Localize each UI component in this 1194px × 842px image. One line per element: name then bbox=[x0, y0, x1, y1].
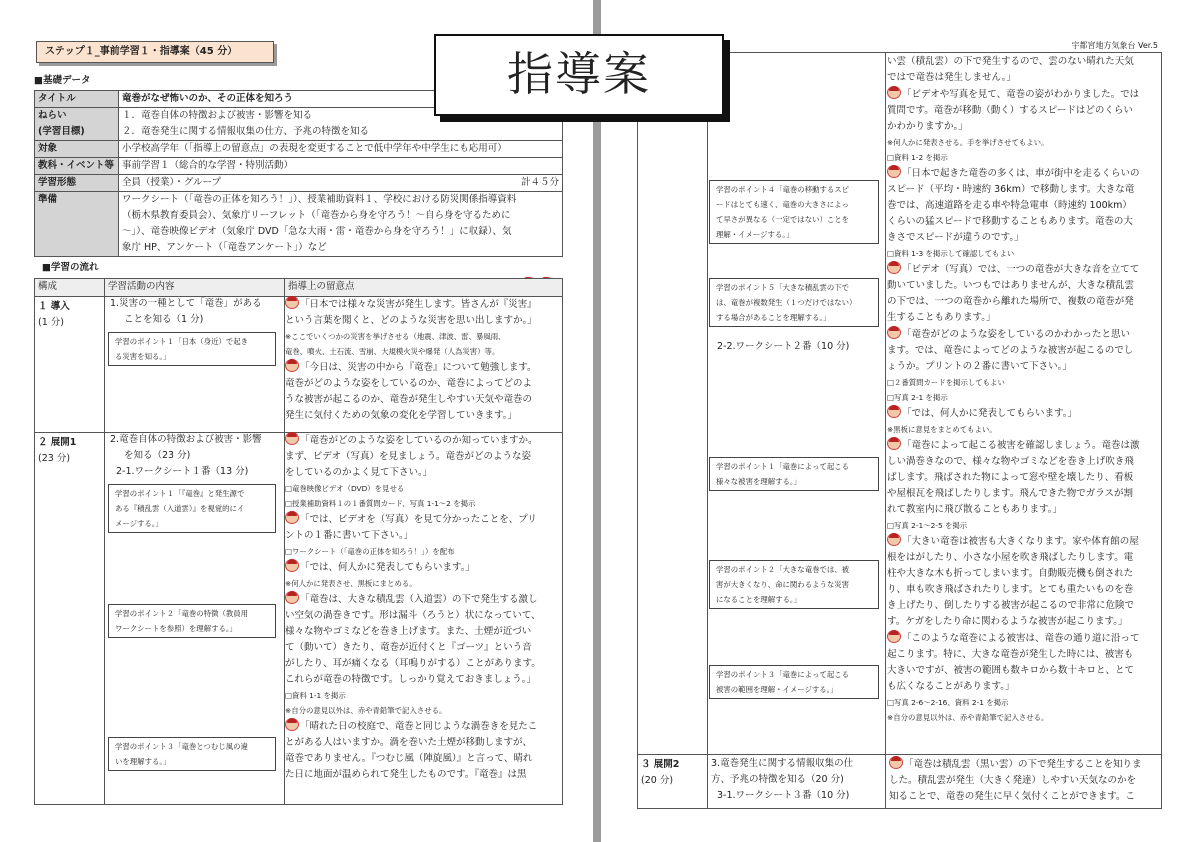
col-header: 学習活動の内容 bbox=[105, 279, 285, 297]
dev1-point2-box: 学習のポイント２「竜巻の特徴（教員用 ワークシートを参照）を理解する。」 bbox=[108, 604, 276, 638]
dev1-point3-box: 学習のポイント３「竜巻とつむじ風の違 いを理解する。」 bbox=[108, 737, 276, 771]
right-notes-text: い雲（積乱雲）の下で発生するので、雲のない晴れた天気 ではで竜巻は発生しません。」 「ビデオや写真を見て、竜巻の姿がわかりました。では 質問です。竜巻が移動（動く）するスピードはどのくらい かわかりますか。」 ※何人かに発表させる。手を挙げさせてもよい。 □資料 1-2 を掲示 「日本で起きた竜巻の多くは、車が街中を走るくらいの スピード（平均・時速約 36km）で移動します。大きな竜 巻では、高速道路を走る車や特急電車（時速約 100km） くらいの猛スピードで移動することもあります。竜巻の大 きさでスピードが違うのです。」 □資料 1-3 を掲示して確認してもよい 「ビデオ（写真）では、一つの竜巻が大きな音を立てて 動いていました。いつもではありませんが、大きな積乱雲 の下では、一つの竜巻から離れた場所で、複数の竜巻が発 生することもあります。」 「竜巻がどのような姿をしているのかわかったと思い ます。では、竜巻によってどのような被害が起こるのでし ょうか。プリントの２番に書いて下さい。」 □２番質問カードを掲示してもよい □写真 2-1 を掲示 「では、何人かに発表してもらいます。」 ※黒板に意見をまとめてもよい。 「竜巻によって起こる被害を確認しましょう。竜巻は激 しい渦巻きなので、様々な物やゴミなどを巻き上げ吹き飛 ばします。飛ばされた物によって窓や壁を壊したり、看板 や屋根瓦を飛ばしたりします。飛んできた物でガラスが割 れて教室内に飛び散ることもあります。」 □写真 2-1～2-5 を掲示 「大きい竜巻は被害も大きくなります。家や体育館の屋 根をはがしたり、小さな小屋を吹き飛ばしたりします。電 柱や大きな木も折ってしまいます。自動販売機も倒された り、車も吹き飛ばされたりします。とても重たいものを巻 き上げたり、倒したりする被害が起こるので非常に危険で す。ケガをしたり命に関わるような被害が起こります。」 「このような竜巻による被害は、竜巻の通り道に沿って 起こります。特に、大きな竜巻が発生した時には、被害も 大きいですが、被害の範囲も数キロから数十キロと、とて も広くなることがあります。」 □写真 2-6～2-16、資料 2-1 を掲示 ※自分の意見以外は、赤や青鉛筆で記入させる。 bbox=[887, 56, 1140, 722]
kiso-heading: ■基礎データ bbox=[34, 75, 91, 86]
dev1-activity-cont bbox=[708, 53, 886, 755]
right-page bbox=[601, 0, 1194, 842]
kiso-label: 対象 bbox=[35, 141, 119, 158]
teacher-face-icon bbox=[285, 591, 299, 604]
intro-point-box: 学習のポイント１「日本（身近）で起き る災害を知る。」 bbox=[108, 332, 276, 366]
kiso-row-prep bbox=[35, 192, 563, 257]
teacher-face-icon bbox=[285, 559, 299, 572]
flow-heading: ■学習の流れ bbox=[42, 262, 99, 273]
kiso-value: 竜巻がなぜ怖いのか、その正体を知ろう bbox=[119, 91, 563, 108]
intro-notes-text: 「日本では様々な災害が発生します。皆さんが『災害』 という言葉を聞くと、どのような災害を思い出しますか。」 ※ここでいくつかの災害を挙げさせる（地震、津波、雷、暴風雨、 竜巻、噴火、土石流、雪崩、大規模火災や爆発（人為災害）等。 「今日は、災害の中から『竜巻』について勉強します。 竜巻がどのような姿をしているのか、竜巻によってどのよ うな被害が起こるのか、竜巻が発生しやすい天気や竜巻の 発生に気付くための気象の変化を学習していきます。」 bbox=[285, 296, 561, 424]
dev1-notes-text: 「竜巻がどのような姿をしているのか知っていますか。 まず、ビデオ（写真）を見ましょう。竜巻がどのような姿 をしているのかよく見て下さい。」 □竜巻映像ビデオ（DVD）を見せる □授業補助資料１の１番質問カード、写真 1-1～2 を掲示 「では、ビデオを（写真）を見て分かったことを、プリ ントの１番に書いて下さい。」 □ワークシート（「竜巻の正体を知ろう！」）を配布 「では、何人かに発表してもらいます。」 ※何人かに発表させ、黒板にまとめる。 「竜巻は、大きな積乱雲（入道雲）の下で発生する激し い空気の渦巻きです。形は漏斗（ろうと）状になっていて、 様々な物やゴミなどを巻き上げます。また、土煙が近づい て（動いて）きたり、竜巻が近付くと『ゴーツ』という音 がしたり、耳が痛くなる（耳鳴りがする）ことがあります。 これらが竜巻の特徴です。しっかり覚えておきましょう。」 □資料 1-1 を掲示 ※自分の意見以外は、赤や青鉛筆で記入させる。 「晴れた日の校庭で、竜巻と同じような渦巻きを見たこ とがある人はいますか。渦を巻いた土煙が移動しますが、 竜巻でありません。『つむじ風（陣旋風）』と言って、晴れ た日に地面が温められて発生したものです。『竜巻』は黒 bbox=[285, 432, 561, 783]
kiso-value: １．竜巻自体の特徴および被害・影響を知る ２．竜巻発生に関する情報収集の仕方、予兆の特徴を知る bbox=[119, 108, 563, 141]
teacher-face-icon bbox=[887, 261, 901, 274]
col-header: 指導上の留意点 bbox=[285, 279, 563, 297]
teacher-face-icon bbox=[887, 86, 901, 99]
point5-box: 学習のポイント５「大きな積乱雲の下で は、竜巻が複数発生（１つだけではない） する場合があることを理解する。」 bbox=[709, 278, 879, 327]
kiso-value: 事前学習１（総合的な学習・特別活動） bbox=[119, 158, 563, 175]
left-page bbox=[0, 0, 593, 842]
teacher-face-icon bbox=[285, 432, 299, 445]
kiso-label: 教科・イベント等 bbox=[35, 158, 119, 175]
teacher-face-icon bbox=[285, 296, 299, 309]
worksheet2-label: 2-2.ワークシート２番（10 分) bbox=[717, 341, 850, 352]
kiso-row-form bbox=[35, 175, 563, 192]
dev2-label: ３ 展開2 (20 分) bbox=[638, 755, 708, 809]
step-banner: ステップ１_事前学習１・指導案（45 分） bbox=[36, 41, 274, 63]
point4-box: 学習のポイント４「竜巻の移動するスピ ードはとても速く、竜巻の大きさによっ て早さが異なる（一定ではない）ことを 理解・イメージする。」 bbox=[709, 180, 879, 244]
kiso-value: 全員（授業）・グループ 計４５分 bbox=[119, 175, 563, 192]
teacher-face-icon bbox=[887, 405, 901, 418]
intro-label: １ 導入 (1 分) bbox=[35, 297, 105, 433]
point3b-box: 学習のポイント３「竜巻によって起こる 被害の範囲を理解・イメージする。」 bbox=[709, 665, 879, 699]
kiso-label: 学習形態 bbox=[35, 175, 119, 192]
flow-header-row bbox=[35, 279, 563, 297]
teacher-face-icon bbox=[889, 756, 903, 769]
point2b-box: 学習のポイント２「大きな竜巻では、被 害が大きくなり、命に関わるような災害 になることを理解する。」 bbox=[709, 560, 879, 609]
kiso-value: ワークシート（「竜巻の正体を知ろう！」）、授業補助資料１、学校における防災関係指導資料 （栃木県教育委員会）、気象庁リーフレット（「竜巻から身を守ろう！～自ら身を守るために ～」）、竜巻映像ビデオ（気象庁 DVD「急な大雨・雷・竜巻から身を守ろう！」に収録）、気 象庁 HP、アンケート（「竜巻アンケート」）など bbox=[119, 192, 563, 257]
dev1-label: ２ 展開1 (23 分) bbox=[35, 433, 105, 805]
kiso-label: 準備 bbox=[35, 192, 119, 257]
dev2-activity: 3.竜巻発生に関する情報収集の仕 方、予兆の特徴を知る（20 分) 3-1.ワークシート３番（10 分) bbox=[708, 755, 886, 809]
teacher-face-icon bbox=[285, 718, 299, 731]
dev1-label-cont bbox=[638, 53, 708, 755]
dev1-point1-box: 学習のポイント１「『竜巻』と発生源で ある『積乱雲（入道雲）』を視覚的にイ メージする。」 bbox=[108, 484, 276, 533]
total-time: 計４５分 bbox=[520, 177, 559, 188]
stamp-label: 指導案 bbox=[434, 34, 724, 116]
teacher-face-icon bbox=[887, 326, 901, 339]
dev1-activity-text: 2.竜巻自体の特徴および被害・影響 を知る（23 分) 2-1.ワークシート１番（13 分) bbox=[110, 434, 262, 477]
kiso-label: ねらい (学習目標) bbox=[35, 108, 119, 141]
flow-row-dev2 bbox=[638, 755, 1162, 809]
teacher-face-icon bbox=[887, 165, 901, 178]
right-header: 宇都宮地方気象台 Ver.5 bbox=[1071, 41, 1158, 50]
kiso-value: 小学校高学年（「指導上の留意点」の表現を変更することで低中学年や中学生にも応用可） bbox=[119, 141, 563, 158]
teacher-face-icon bbox=[887, 437, 901, 450]
teacher-face-icon bbox=[285, 359, 299, 372]
dev2-notes: 「竜巻は積乱雲（黒い雲）の下で発生することを知りま した。積乱雲が発生（大きく発達）しやすい天気なのかを 知ることで、竜巻の発生に早く気付くことができます。こ bbox=[886, 755, 1162, 809]
teacher-face-icon bbox=[285, 511, 299, 524]
kiso-label: タイトル bbox=[35, 91, 119, 108]
page-divider bbox=[593, 0, 601, 842]
kiso-row-target bbox=[35, 141, 563, 158]
col-header: 構成 bbox=[35, 279, 105, 297]
kiso-row-subject bbox=[35, 158, 563, 175]
point1b-box: 学習のポイント１「竜巻によって起こる 様々な被害を理解する。」 bbox=[709, 457, 879, 491]
teacher-face-icon bbox=[887, 533, 901, 546]
teacher-face-icon bbox=[887, 630, 901, 643]
intro-activity-text: 1.災害の一種として「竜巻」がある ことを知る（1 分) bbox=[110, 298, 262, 325]
